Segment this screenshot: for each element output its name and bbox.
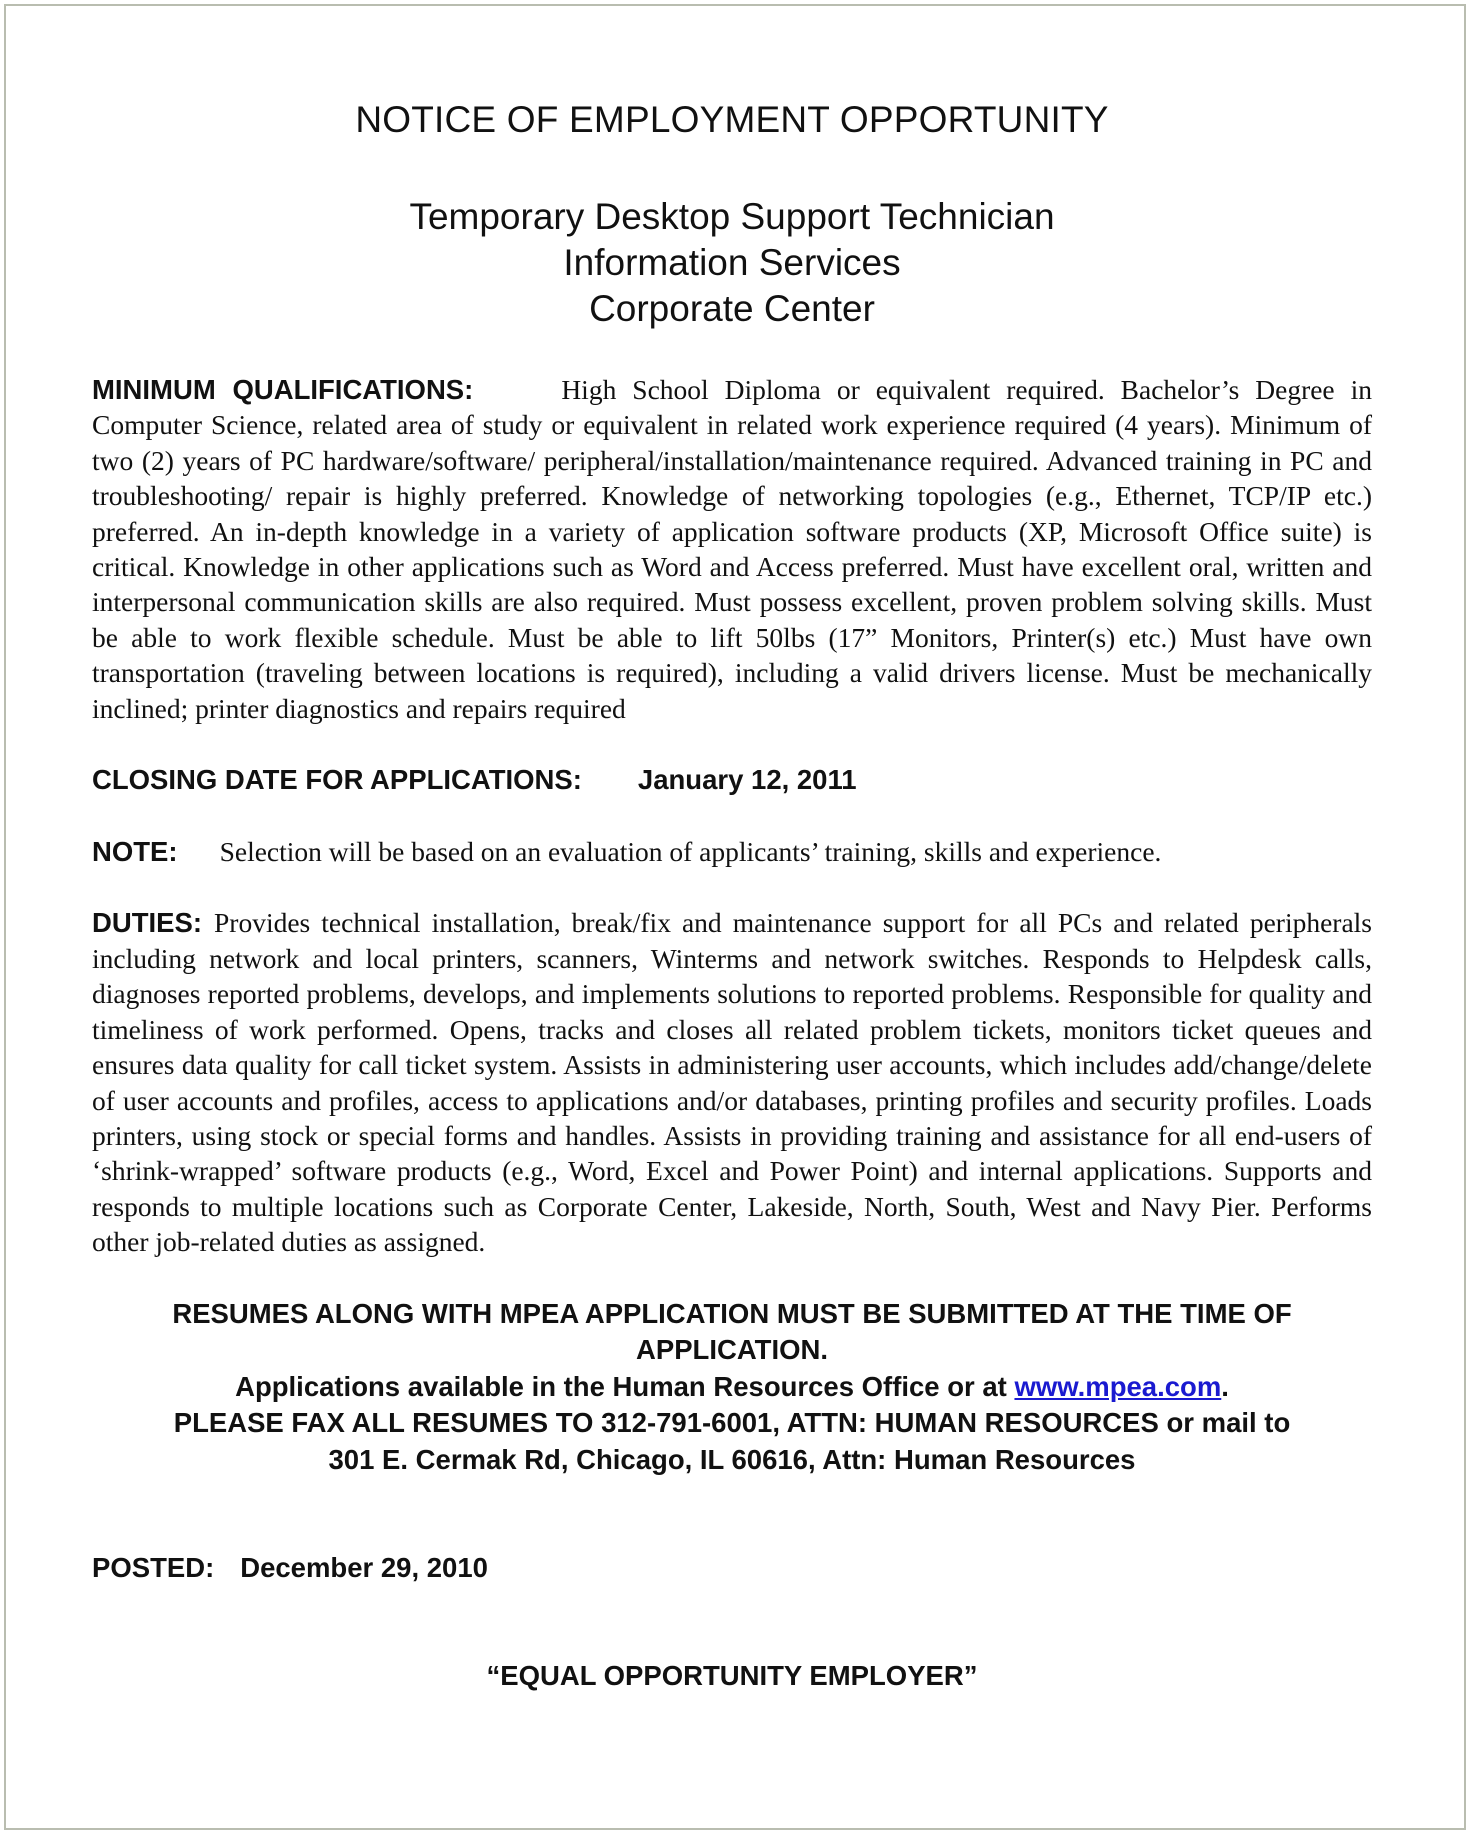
minimum-qualifications-label: MINIMUM QUALIFICATIONS: (92, 374, 474, 405)
posted-label: POSTED: (92, 1552, 215, 1584)
closing-date-label: CLOSING DATE FOR APPLICATIONS: (92, 764, 582, 796)
duties-text: Provides technical installation, break/fix and maintenance support for all PCs and related peripherals including network and local printers, scanners, Winterms and network switches. Responds to Helpdesk calls, diagnoses reported problems, develops, and implements solutions to reported problems. Responsible for quality and timeliness of work performed. Opens, tracks and closes all related problem tickets, monitors ticket queues and ensures data quality for call ticket system. Assists in administering user accounts, which includes add/change/delete of user accounts and profiles, access to applications and/or databases, printing profiles and security profiles. Loads printers, using stock or special forms and handles. Assists in providing training and assistance for all end-users of ‘shrink-wrapped’ software products (e.g., Word, Excel and Power Point) and internal applications. Supports and responds to multiple locations such as Corporate Center, Lakeside, North, South, West and Navy Pier. Performs other job-related duties as assigned. (92, 907, 1372, 1258)
job-header (92, 194, 1372, 332)
posted-date: December 29, 2010 (240, 1552, 488, 1584)
applications-availability-text: Applications available in the Human Resources Office or at (235, 1370, 1015, 1402)
job-title: Temporary Desktop Support Technician (409, 196, 1055, 237)
closing-date-value: January 12, 2011 (637, 764, 857, 796)
submission-instructions (92, 1296, 1372, 1479)
notice-title: NOTICE OF EMPLOYMENT OPPORTUNITY (355, 99, 1109, 140)
applications-availability-suffix: . (1221, 1370, 1229, 1402)
document-content (92, 98, 1372, 1694)
duties-section (92, 905, 1372, 1259)
closing-date-row (92, 762, 1372, 798)
job-department: Information Services (563, 242, 901, 283)
mailing-address: 301 E. Cermak Rd, Chicago, IL 60616, Attn: Human Resources (328, 1443, 1136, 1475)
mpea-website-link[interactable]: www.mpea.com (1014, 1370, 1222, 1402)
job-location: Corporate Center (589, 288, 875, 329)
note-section (92, 834, 1372, 869)
posted-row (92, 1550, 1372, 1586)
duties-label: DUTIES: (92, 907, 202, 939)
applications-availability (92, 1369, 1372, 1406)
equal-opportunity-statement: “EQUAL OPPORTUNITY EMPLOYER” (486, 1660, 978, 1692)
minimum-qualifications-section (92, 372, 1372, 726)
minimum-qualifications-text: High School Diploma or equivalent required. Bachelor’s Degree in Computer Science, related area of study or equivalent in related work experience required (4 years). Minimum of two (2) years of PC hardware/software/ peripheral/installation/maintenance required. Advanced training in PC and troubleshooting/ repair is highly preferred. Knowledge of networking topologies (e.g., Ethernet, TCP/IP etc.) preferred. An in-depth knowledge in a variety of application software products (XP, Microsoft Office suite) is critical. Knowledge in other applications such as Word and Access preferred. Must have excellent oral, written and interpersonal communication skills are also required. Must possess excellent, proven problem solving skills. Must be able to work flexible schedule. Must be able to lift 50lbs (17” Monitors, Printer(s) etc.) Must have own transportation (traveling between locations is required), including a valid drivers license. Must be mechanically inclined; printer diagnostics and repairs required (92, 374, 1372, 724)
document-page (4, 4, 1466, 1830)
note-text: Selection will be based on an evaluation of applicants’ training, skills and experience. (219, 836, 1162, 868)
resume-requirement: RESUMES ALONG WITH MPEA APPLICATION MUST BE SUBMITTED AT THE TIME OF APPLICATION. (172, 1297, 1292, 1366)
note-label: NOTE: (92, 836, 178, 868)
fax-instructions: PLEASE FAX ALL RESUMES TO 312-791-6001, ATTN: HUMAN RESOURCES or mail to (173, 1407, 1291, 1439)
